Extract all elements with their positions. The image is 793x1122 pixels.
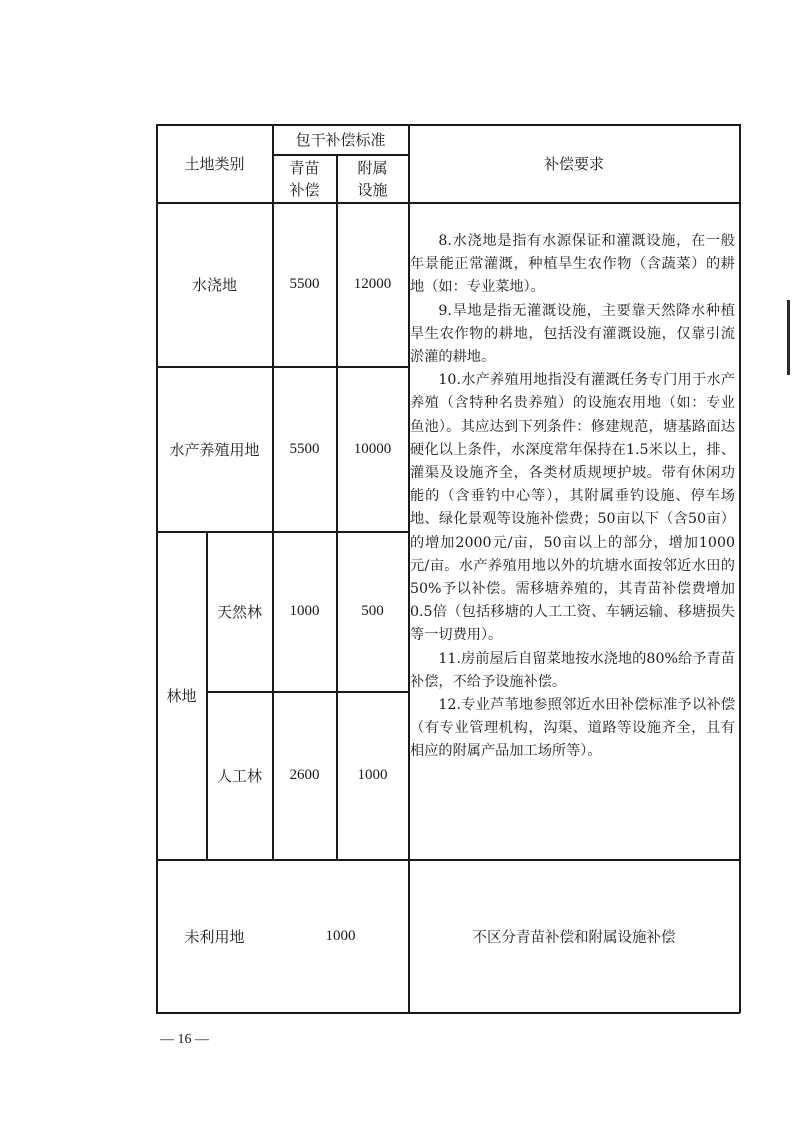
row-planted-forest-crop: 2600 [289, 767, 320, 783]
row-aquaculture-facility: 10000 [353, 440, 392, 457]
row-unused-requirement: 不区分青苗补偿和附属设施补偿 [472, 929, 676, 946]
row-natural-forest-crop: 1000 [289, 603, 320, 619]
requirement-item-8: 8.水浇地是指有水源保证和灌溉设施，在一般年景能正常灌溉，种植旱生农作物（含蔬菜）的耕地（如：专业菜地）。 [410, 233, 735, 296]
row-forest-name: 林地 [166, 687, 197, 705]
header-facility-compensation: 附属 设施 [357, 158, 388, 199]
header-land-type: 土地类别 [184, 155, 245, 173]
row-irrigated-name: 水浇地 [191, 276, 237, 294]
requirement-item-12: 12.专业芦苇地参照邻近水田补偿标准予以补偿（有专业管理机构，沟渠、道路等设施齐全，且有相应的附属产品加工场所等）。 [410, 697, 735, 760]
requirement-item-9: 9.旱地是指无灌溉设施，主要靠天然降水种植旱生农作物的耕地，包括没有灌溉设施，仅靠引流淤灌的耕地。 [410, 302, 735, 366]
table-border-right [739, 124, 741, 1013]
row-unused-amount: 1000 [325, 927, 356, 944]
row-natural-forest-facility: 500 [361, 603, 384, 619]
row-aquaculture-crop: 5500 [289, 440, 320, 457]
table-border-bottom [156, 1012, 740, 1014]
row-unused-name: 未利用地 [184, 927, 245, 946]
header-standard: 包干补偿标准 [295, 131, 386, 149]
row-irrigated-facility: 12000 [353, 276, 392, 292]
header-requirement: 补偿要求 [543, 155, 604, 173]
row-planted-forest-name: 人工林 [216, 767, 262, 785]
row-planted-forest-facility: 1000 [357, 767, 388, 783]
header-crop-compensation: 青苗 补偿 [289, 158, 320, 199]
scan-edge-mark [787, 300, 790, 375]
requirements-text [410, 230, 735, 764]
row-irrigated-crop: 5500 [289, 276, 320, 292]
row-natural-forest-name: 天然林 [216, 603, 262, 621]
requirement-item-10: 10.水产养殖用地指没有灌溉任务专门用于水产养殖（含特种名贵养殖）的设施农用地（如：专业鱼池）。其应达到下列条件：修建规范，塘基路面达硬化以上条件，水深度常年保持在1.5米以上，排、灌渠及设施齐全，各类材质规埂护坡。带有休闲功能的（含垂钓中心等），其附属垂钓设施、停车场地、绿化景观等设施补偿费；50亩以下（含50亩）的增加2000元/亩，50亩以上的部分，增加1000元/亩。水产养殖用地以外的坑塘水面按邻近水田的50%予以补偿。需移塘养殖的，其青苗补偿费增加0.5倍（包括移塘的人工工资、车辆运输、移塘损失等一切费用）。 [410, 372, 735, 644]
row-aquaculture-name: 水产养殖用地 [169, 440, 260, 459]
requirement-item-11: 11.房前屋后自留菜地按水浇地的80%给予青苗补偿，不给予设施补偿。 [410, 650, 735, 690]
page-number: — 16 — [160, 1032, 209, 1047]
